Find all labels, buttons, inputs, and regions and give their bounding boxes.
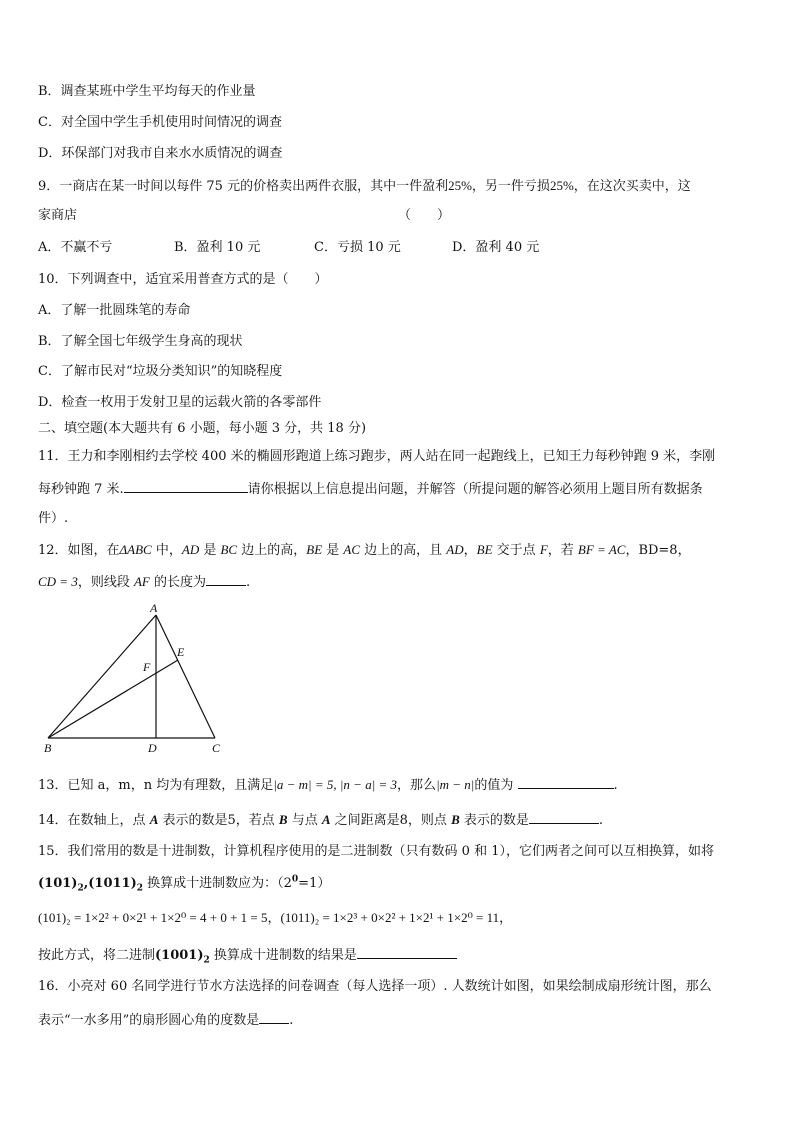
q8-option-c: C．对全国中学生手机使用时间情况的调查 — [38, 115, 282, 130]
q10-stem: 10．下列调查中，适宜采用普查方式的是（ ） — [38, 272, 328, 287]
q15-line1: 15．我们常用的数是十进制数，计算机程序使用的是二进制数（只有数码 0 和 1），它们两者之间可以互相换算，如将 — [38, 844, 714, 859]
q9-stem-line2: 家商店 （ ） — [38, 208, 451, 223]
label-b: B — [44, 741, 52, 755]
percent-25a: 25% — [448, 178, 472, 193]
q13-expression: |m − n| — [436, 777, 475, 792]
percent-25b: 25% — [549, 178, 574, 193]
q9-stem-line1: 9．一商店在某一时间以每件 75 元的价格卖出两件衣服，其中一件盈利25%，另一件亏损25%，在这次买卖中，这 — [38, 178, 691, 194]
q10-option-d: D．检查一枚用于发射卫星的运载火箭的各零部件 — [38, 395, 322, 410]
q14-answer-blank[interactable] — [529, 811, 599, 824]
q11-answer-blank[interactable] — [124, 480, 248, 493]
label-d: D — [148, 741, 157, 755]
label-e: E — [177, 645, 185, 659]
label-a: A — [150, 601, 158, 615]
altitude-be — [48, 660, 178, 738]
q15-formula: (101)₂ = 1×2² + 0×2¹ + 1×2⁰ = 4 + 0 + 1 = 5，(1011)₂ = 1×2³ + 0×2² + 1×2¹ + 1×2⁰ = 11， — [38, 910, 513, 925]
q9-option-c: C．亏损 10 元 — [314, 240, 401, 255]
q15-line4: 按此方式，将二进制$(1001)_2$ 换算成十进制数的结果是 — [38, 946, 457, 964]
q12-line1: 12．如图，在ΔABC 中，AD 是 BC 边上的高，BE 是 AC 边上的高，且 AD，BE 交于点 F，若 BF = AC，BD=8， — [38, 542, 691, 558]
q9-option-b: B．盈利 10 元 — [174, 240, 261, 255]
q13-condition: |a − m| = 5, |n − a| = 3 — [273, 777, 398, 792]
q13-answer-blank[interactable] — [518, 776, 614, 789]
label-c: C — [212, 741, 221, 755]
q10-option-b: B．了解全国七年级学生身高的现状 — [38, 334, 243, 349]
q10-option-a: A．了解一批圆珠笔的寿命 — [38, 303, 191, 318]
q9-option-d: D．盈利 40 元 — [452, 240, 540, 255]
q8-option-b: B．调查某班中学生平均每天的作业量 — [38, 84, 256, 99]
q12-answer-blank[interactable] — [206, 573, 246, 586]
triangle-figure — [40, 600, 230, 760]
q12-line2: CD = 3，则线段 AF 的长度为 . — [38, 574, 251, 590]
q10-option-c: C．了解市民对“垃圾分类知识”的知晓程度 — [38, 364, 283, 379]
section-2-heading: 二、填空题(本大题共有 6 小题，每小题 3 分，共 18 分) — [38, 421, 367, 436]
q9-answer-paren: （ ） — [398, 208, 451, 223]
q9-option-a: A．不赢不亏 — [38, 240, 113, 255]
q13-line: 13．已知 a，m，n 均为有理数，且满足|a − m| = 5, |n − a| = 3，那么|m − n|的值为 . — [38, 777, 618, 793]
q16-line1: 16．小亮对 60 名同学进行节水方法选择的问卷调查（每人选择一项）. 人数统计如图，如果绘制成扇形统计图，那么 — [38, 979, 712, 994]
q16-answer-blank[interactable] — [259, 1011, 289, 1024]
q8-option-d: D．环保部门对我市自来水水质情况的调查 — [38, 146, 283, 161]
q15-line2: $(101)_2,(1011)_2$ 换算成十进制数应为：$(2^0=1)$ — [38, 874, 331, 894]
q11-line2: 每秒钟跑 7 米. 请你根据以上信息提出问题，并解答（所提问题的解答必须用上题目所有数据条 — [38, 482, 703, 497]
q15-answer-blank[interactable] — [357, 946, 457, 959]
q16-line2: 表示“一水多用”的扇形圆心角的度数是 . — [38, 1013, 294, 1028]
label-f: F — [143, 660, 151, 674]
side-ac — [156, 615, 215, 738]
side-ab — [48, 615, 156, 738]
q14-line: 14．在数轴上，点 A 表示的数是5，若点 B 与点 A 之间距离是8，则点 B 表示的数是 . — [38, 812, 604, 828]
q11-line1: 11．王力和李刚相约去学校 400 米的椭圆形跑道上练习跑步，两人站在同一起跑线上，已知王力每秒钟跑 9 米，李刚 — [38, 449, 716, 464]
q11-line3: 件）. — [38, 511, 69, 526]
